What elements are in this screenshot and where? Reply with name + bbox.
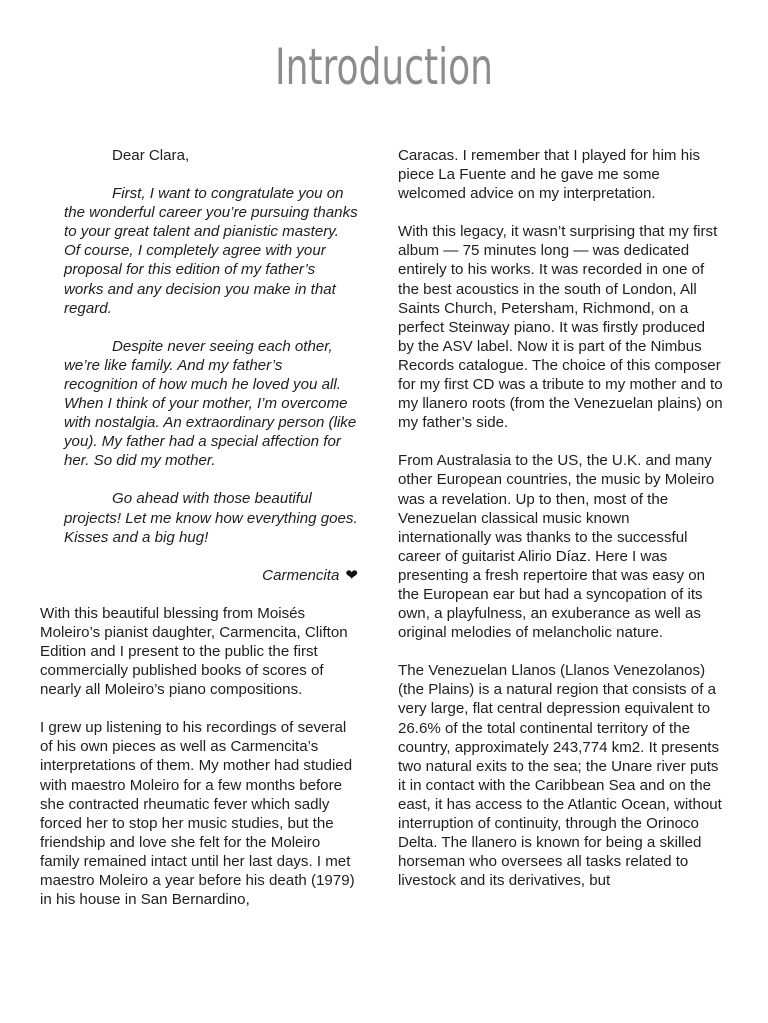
body-paragraph: With this legacy, it wasn’t surprising that my first album — 75 minutes long — was dedicated entirely to his works. It was recorded in one of the best acoustics in the south of London, All Saints Church, Petersham, Richmond, on a perfect Steinway piano. It was firstly produced by the ASV label. Now it is part of the Nimbus Records catalogue. The choice of this composer for my first CD was a tribute to my mother and to my llanero roots (from the Venezuelan plains) on my father’s side. xyxy=(398,223,723,432)
body-paragraph: With this beautiful blessing from Moisés Moleiro’s pianist daughter, Carmencita, Clifton Edition and I present to the public the first commercially published books of scores of nearly all Moleiro’s piano compositions. xyxy=(40,604,348,699)
heart-icon: ❤ xyxy=(345,566,358,584)
left-body xyxy=(40,604,358,909)
body-paragraph: I grew up listening to his recordings of several of his own pieces as well as Carmencita’s interpretations of them. My mother had studied with maestro Moleiro for a few months before she contracted rheumatic fever which sadly forced her to stop her music studies, but the friendship and love she felt for the Moleiro family remained intact until her last days. I met maestro Moleiro a year before his death (1979) in his house in San Bernardino, xyxy=(40,719,355,909)
letter-signature xyxy=(64,566,358,585)
body-paragraph: From Australasia to the US, the U.K. and many other European countries, the music by Moleiro was a revelation. Up to then, most of the Venezuelan classical music known internationally was thanks to the successful career of guitarist Alirio Díaz. Here I was presenting a fresh repertoire that was easy on the European ear but had a syncopation of its own, a playfulness, an exuberance as well as original melodies of melancholic nature. xyxy=(398,452,715,642)
body-paragraph: Caracas. I remember that I played for him his piece La Fuente and he gave me some welcomed advice on my interpretation. xyxy=(398,147,700,203)
letter-paragraph: First, I want to congratulate you on the wonderful career you’re pursuing thanks to your great talent and pianistic mastery. Of course, I completely agree with your proposal for this edition of my father’s works and any decision you make in that regard. xyxy=(64,185,358,317)
body-paragraph: The Venezuelan Llanos (Llanos Venezolanos) (the Plains) is a natural region that consists of a very large, flat central depression equivalent to 26.6% of the total continental territory of the country, approximately 243,774 km2. It presents two natural exits to the sea; the Unare river puts it in contact with the Caribbean Sea and on the east, it has access to the Atlantic Ocean, without interruption of continuity, through the Orinoco Delta. The llanero is known for being a skilled horseman who oversees all tasks related to livestock and its derivatives, but xyxy=(398,662,722,890)
letter-salutation: Dear Clara, xyxy=(112,147,190,164)
left-column xyxy=(40,146,358,928)
letter xyxy=(40,146,358,585)
right-column xyxy=(398,146,723,909)
page-title: Introduction xyxy=(274,38,494,96)
letter-paragraph: Despite never seeing each other, we’re like family. And my father’s recognition of how much he loved you all. When I think of your mother, I’m overcome with nostalgia. An extraordinary person (like you). My father had a special affection for her. So did my mother. xyxy=(64,337,357,470)
signature-name: Carmencita xyxy=(262,566,340,584)
letter-paragraph: Go ahead with those beautiful projects! Let me know how everything goes. Kisses and a big hug! xyxy=(64,490,358,546)
